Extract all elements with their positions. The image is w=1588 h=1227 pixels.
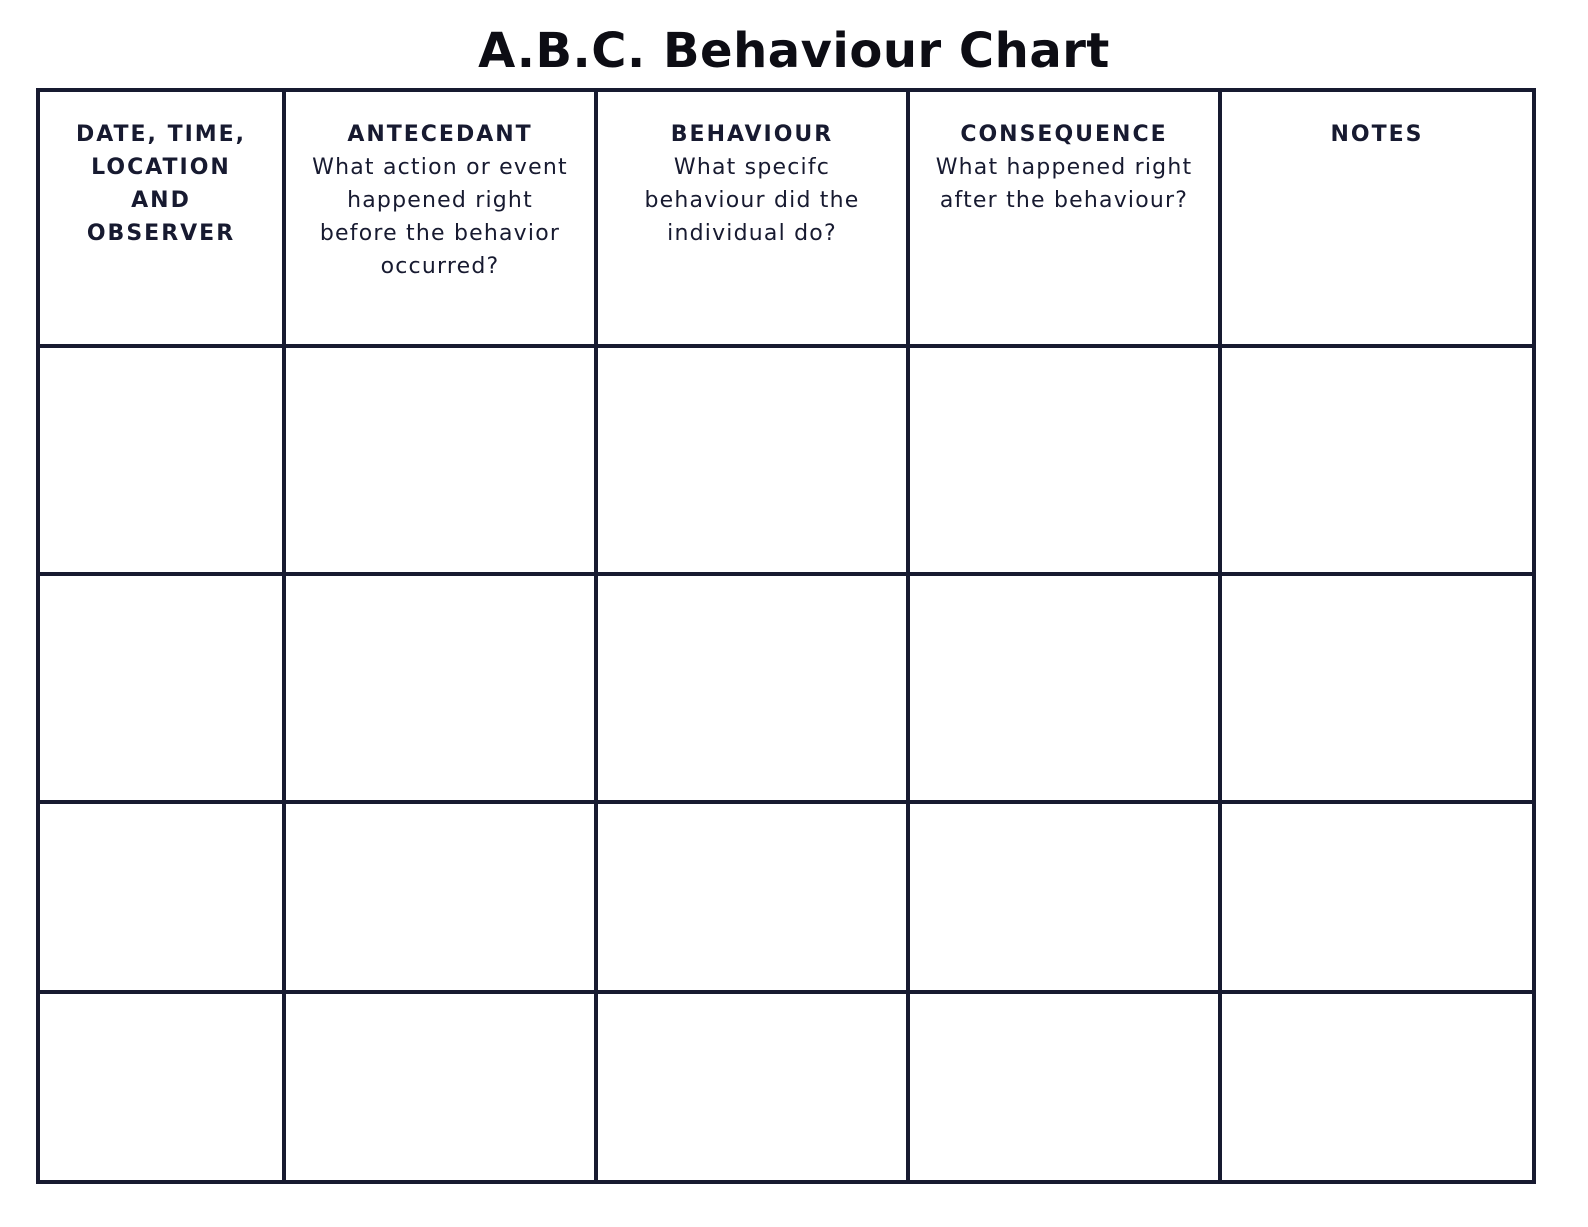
column-description: What specifc behaviour did the individual do? [644, 155, 860, 246]
header-antecedant [284, 90, 596, 346]
header-date-time-location-observer [38, 90, 284, 346]
cell-date-time-location-observer[interactable] [38, 574, 284, 802]
page-title: A.B.C. Behaviour Chart [478, 23, 1110, 79]
cell-date-time-location-observer[interactable] [38, 802, 284, 992]
column-label: BEHAVIOUR [670, 122, 834, 147]
column-label: NOTES [1330, 122, 1424, 147]
header-consequence [908, 90, 1220, 346]
abc-behaviour-table [36, 88, 1536, 1184]
cell-notes[interactable] [1220, 802, 1534, 992]
table-row [38, 346, 1534, 574]
cell-notes[interactable] [1220, 992, 1534, 1182]
cell-behaviour[interactable] [596, 574, 908, 802]
column-label: ANTECEDANT [347, 122, 533, 147]
cell-consequence[interactable] [908, 574, 1220, 802]
cell-antecedant[interactable] [284, 574, 596, 802]
column-label: DATE, TIME, LOCATION AND OBSERVER [75, 122, 247, 246]
cell-behaviour[interactable] [596, 346, 908, 574]
column-description: What happened right after the behaviour? [935, 155, 1193, 213]
cell-antecedant[interactable] [284, 346, 596, 574]
header-notes [1220, 90, 1534, 346]
table-row [38, 802, 1534, 992]
cell-consequence[interactable] [908, 346, 1220, 574]
table-header-row [38, 90, 1534, 346]
cell-behaviour[interactable] [596, 992, 908, 1182]
column-label: CONSEQUENCE [960, 122, 1168, 147]
cell-antecedant[interactable] [284, 992, 596, 1182]
cell-date-time-location-observer[interactable] [38, 992, 284, 1182]
cell-consequence[interactable] [908, 992, 1220, 1182]
column-description: What action or event happened right before the behavior occurred? [312, 155, 568, 279]
cell-behaviour[interactable] [596, 802, 908, 992]
table-row [38, 574, 1534, 802]
cell-antecedant[interactable] [284, 802, 596, 992]
table-row [38, 992, 1534, 1182]
cell-notes[interactable] [1220, 346, 1534, 574]
cell-notes[interactable] [1220, 574, 1534, 802]
cell-consequence[interactable] [908, 802, 1220, 992]
cell-date-time-location-observer[interactable] [38, 346, 284, 574]
header-behaviour [596, 90, 908, 346]
